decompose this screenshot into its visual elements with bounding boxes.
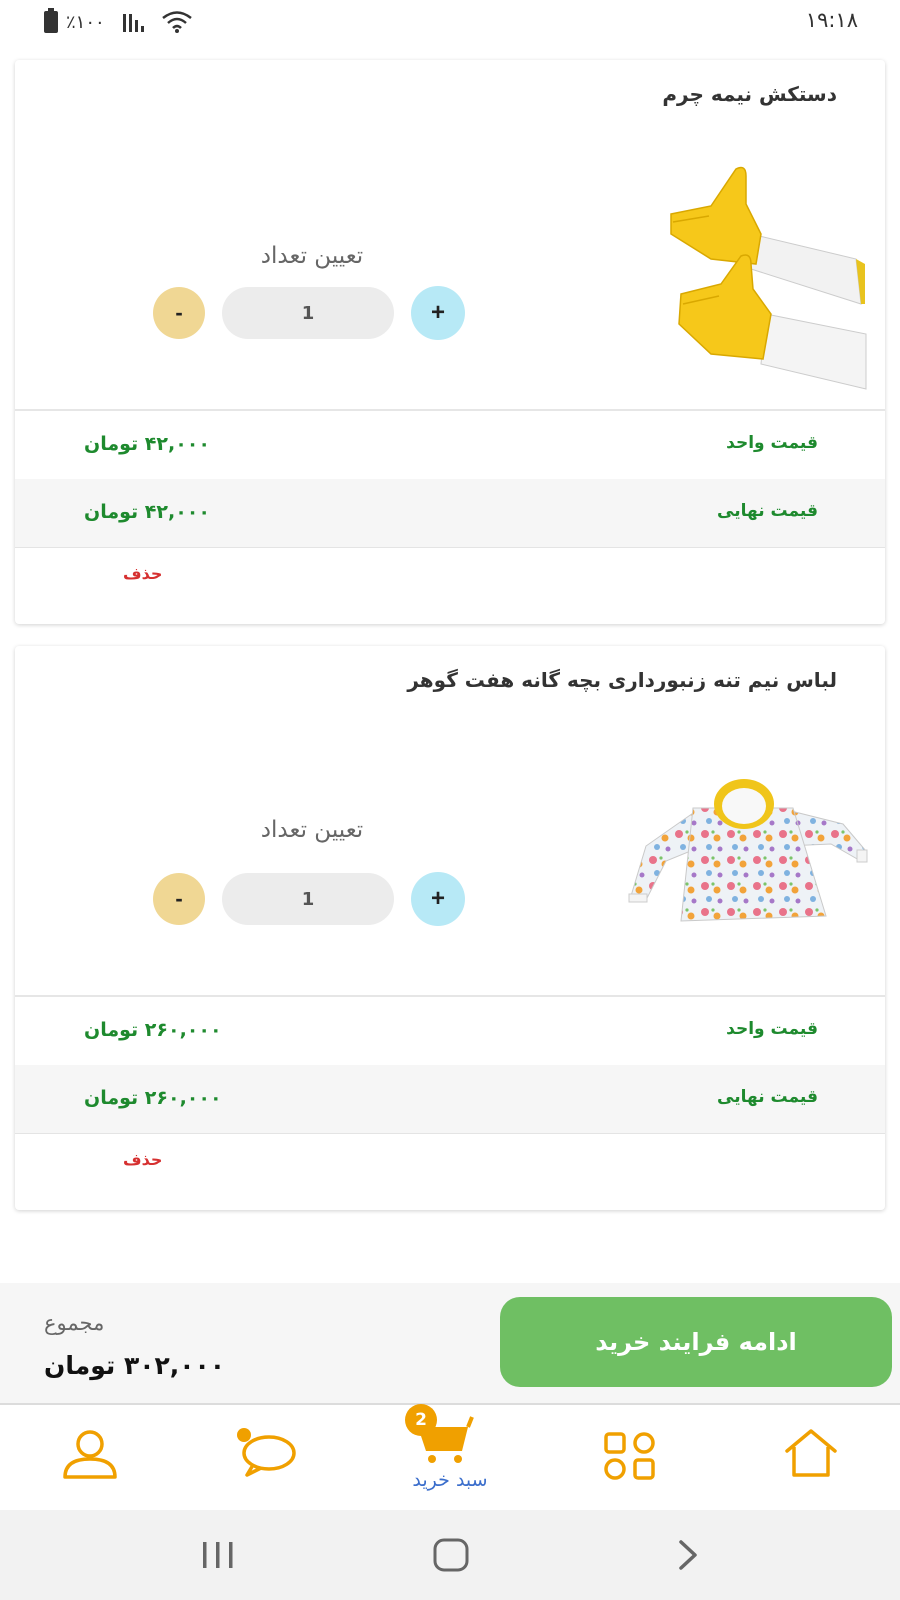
final-price-row: [15, 1065, 885, 1133]
unit-price-label: قیمت واحد: [726, 1019, 818, 1039]
final-price-value: ۴۲,۰۰۰ تومان: [84, 501, 210, 523]
unit-price-value: ۲۶۰,۰۰۰ تومان: [84, 1019, 222, 1041]
beekeeping-jacket-image: [621, 776, 871, 926]
system-navigation-bar: [0, 1510, 900, 1600]
cart-summary: [0, 1283, 900, 1403]
quantity-field[interactable]: 1: [222, 287, 394, 339]
cart-count-badge: 2: [405, 1404, 437, 1436]
battery-level: ٪۱۰۰: [66, 11, 105, 33]
unit-price-label: قیمت واحد: [726, 433, 818, 453]
decrease-quantity-button[interactable]: -: [153, 873, 205, 925]
home-button-icon[interactable]: [432, 1536, 470, 1574]
profile-icon: [60, 1429, 120, 1481]
battery-icon: [44, 11, 58, 33]
quantity-label: تعیین تعداد: [260, 817, 364, 843]
quantity-stepper: [153, 286, 465, 340]
nav-cart-label: سبد خرید: [412, 1469, 488, 1491]
product-title: دستکش نیمه چرم: [662, 82, 837, 106]
wifi-icon: [160, 10, 194, 34]
gloves-image: [651, 164, 871, 424]
total-label: مجموع: [44, 1311, 105, 1335]
delete-item-button[interactable]: حذف: [123, 564, 163, 583]
home-icon: [783, 1427, 839, 1481]
unit-price-row: [15, 411, 885, 479]
chat-icon: [235, 1425, 299, 1481]
final-price-label: قیمت نهایی: [717, 1087, 818, 1107]
unit-price-value: ۴۲,۰۰۰ تومان: [84, 433, 210, 455]
recent-apps-icon[interactable]: [200, 1540, 236, 1570]
cart-item-card: [15, 60, 885, 624]
status-bar: [0, 0, 900, 48]
final-price-value: ۲۶۰,۰۰۰ تومان: [84, 1087, 222, 1109]
unit-price-row: [15, 997, 885, 1065]
total-value: ۳۰۲,۰۰۰ تومان: [44, 1351, 226, 1380]
divider: [15, 547, 885, 548]
clock: ۱۹:۱۸: [805, 8, 858, 32]
nav-profile[interactable]: [15, 1405, 165, 1510]
product-title: لباس نیم تنه زنبورداری بچه گانه هفت گوهر: [407, 668, 837, 692]
nav-categories[interactable]: [558, 1405, 708, 1510]
decrease-quantity-button[interactable]: -: [153, 287, 205, 339]
final-price-row: [15, 479, 885, 547]
cart-item-card: [15, 646, 885, 1210]
signal-icon: [123, 12, 144, 32]
quantity-stepper: [153, 872, 465, 926]
nav-cart[interactable]: [375, 1405, 525, 1510]
final-price-label: قیمت نهایی: [717, 501, 818, 521]
increase-quantity-button[interactable]: +: [411, 872, 465, 926]
quantity-label: تعیین تعداد: [260, 243, 364, 269]
status-icons: [44, 10, 194, 34]
categories-icon: [603, 1431, 659, 1481]
back-icon[interactable]: [676, 1538, 700, 1572]
increase-quantity-button[interactable]: +: [411, 286, 465, 340]
checkout-button[interactable]: ادامه فرایند خرید: [500, 1297, 892, 1387]
bottom-navigation: [0, 1403, 900, 1510]
delete-item-button[interactable]: حذف: [123, 1150, 163, 1169]
nav-home[interactable]: [738, 1405, 888, 1510]
nav-chat[interactable]: [195, 1405, 345, 1510]
quantity-field[interactable]: 1: [222, 873, 394, 925]
divider: [15, 1133, 885, 1134]
